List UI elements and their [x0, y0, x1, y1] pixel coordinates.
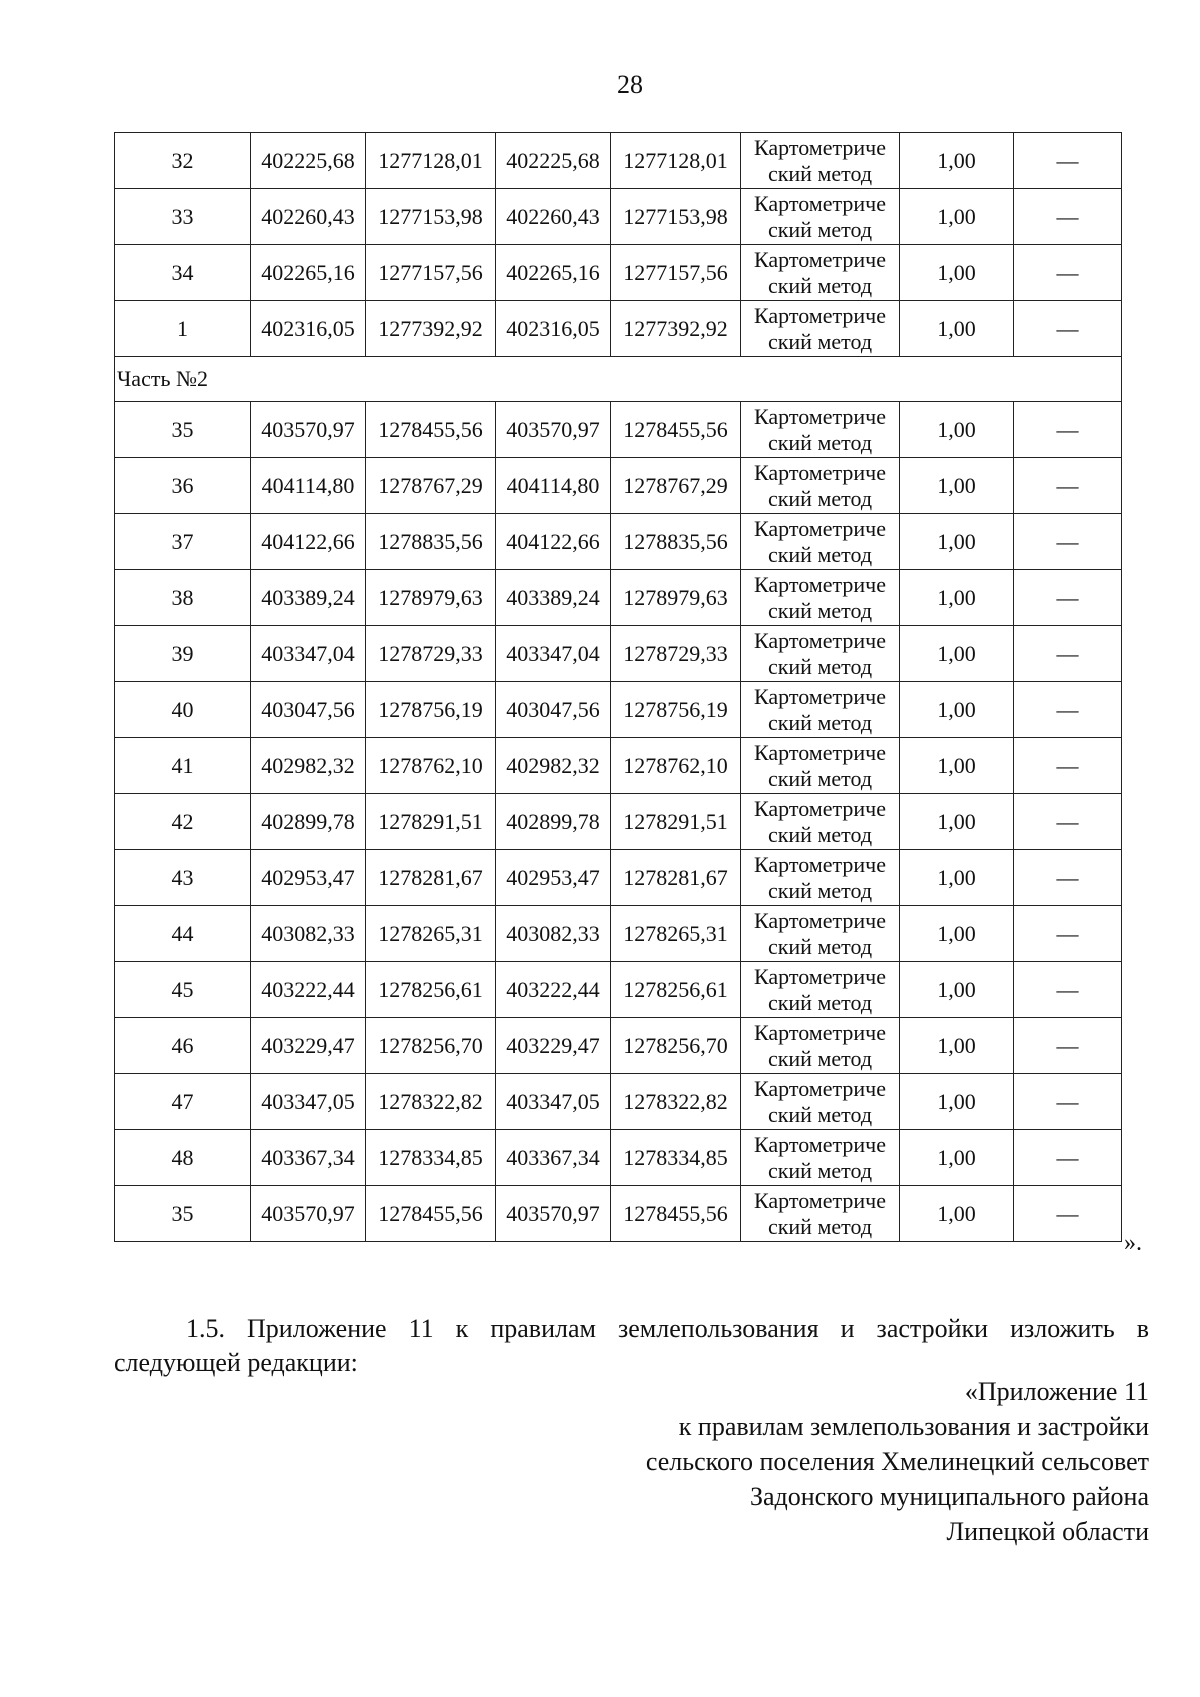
description-cell: —: [1014, 626, 1122, 682]
paragraph-line-1: 1.5. Приложение 11 к правилам землепользования и застройки изложить в: [186, 1314, 1149, 1343]
table-row: [115, 301, 1122, 357]
point-number-cell: 47: [115, 1074, 251, 1130]
method-line: ский метод: [767, 933, 873, 959]
method-cell: [741, 682, 900, 738]
page-number: 28: [617, 70, 643, 99]
method-line: Картометриче: [754, 246, 886, 272]
point-number-cell: 44: [115, 906, 251, 962]
description-cell: —: [1014, 570, 1122, 626]
description-cell: —: [1014, 133, 1122, 189]
method-line: ский метод: [767, 597, 873, 623]
y-existing-cell: 1278455,56: [366, 402, 496, 458]
description-cell: —: [1014, 245, 1122, 301]
y-existing-cell: 1278256,70: [366, 1018, 496, 1074]
x-existing-cell: 404122,66: [251, 514, 366, 570]
accuracy-cell: 1,00: [900, 133, 1014, 189]
amendment-paragraph: [114, 1312, 1149, 1380]
method-line: Картометриче: [754, 403, 886, 429]
appendix-header: [500, 1374, 1149, 1549]
point-number-cell: 43: [115, 850, 251, 906]
point-number-cell: 37: [115, 514, 251, 570]
y-new-cell: 1278767,29: [611, 458, 741, 514]
appendix-line: сельского поселения Хмелинецкий сельсовет: [645, 1447, 1149, 1476]
x-new-cell: 402260,43: [496, 189, 611, 245]
x-new-cell: 403570,97: [496, 402, 611, 458]
x-existing-cell: 403047,56: [251, 682, 366, 738]
method-cell: [741, 738, 900, 794]
point-number-cell: 42: [115, 794, 251, 850]
y-existing-cell: 1278762,10: [366, 738, 496, 794]
y-existing-cell: 1277392,92: [366, 301, 496, 357]
y-new-cell: 1278265,31: [611, 906, 741, 962]
x-existing-cell: 402265,16: [251, 245, 366, 301]
method-cell: [741, 189, 900, 245]
method-line: Картометриче: [754, 1019, 886, 1045]
accuracy-cell: 1,00: [900, 570, 1014, 626]
method-line: Картометриче: [754, 795, 886, 821]
accuracy-cell: 1,00: [900, 458, 1014, 514]
method-line: ский метод: [767, 541, 873, 567]
method-cell: [741, 514, 900, 570]
y-new-cell: 1278334,85: [611, 1130, 741, 1186]
y-existing-cell: 1278455,56: [366, 1186, 496, 1242]
y-existing-cell: 1278334,85: [366, 1130, 496, 1186]
point-number-cell: 38: [115, 570, 251, 626]
x-new-cell: 403389,24: [496, 570, 611, 626]
point-number-cell: 34: [115, 245, 251, 301]
table-row: [115, 1018, 1122, 1074]
x-existing-cell: 402316,05: [251, 301, 366, 357]
description-cell: —: [1014, 402, 1122, 458]
table-row: [115, 570, 1122, 626]
point-number-cell: 41: [115, 738, 251, 794]
x-existing-cell: 403389,24: [251, 570, 366, 626]
description-cell: —: [1014, 682, 1122, 738]
description-cell: —: [1014, 1074, 1122, 1130]
x-new-cell: 402265,16: [496, 245, 611, 301]
x-new-cell: 402953,47: [496, 850, 611, 906]
description-cell: —: [1014, 850, 1122, 906]
method-cell: [741, 301, 900, 357]
method-cell: [741, 794, 900, 850]
method-line: Картометриче: [754, 739, 886, 765]
method-line: Картометриче: [754, 302, 886, 328]
point-number-cell: 1: [115, 301, 251, 357]
section-row: [115, 357, 1122, 402]
x-new-cell: 403367,34: [496, 1130, 611, 1186]
y-existing-cell: 1278767,29: [366, 458, 496, 514]
table-row: [115, 402, 1122, 458]
y-new-cell: 1277392,92: [611, 301, 741, 357]
table-row: [115, 1074, 1122, 1130]
x-new-cell: 403047,56: [496, 682, 611, 738]
method-cell: [741, 1130, 900, 1186]
table-row: [115, 1130, 1122, 1186]
y-new-cell: 1278979,63: [611, 570, 741, 626]
appendix-line: Задонского муниципального района: [749, 1482, 1149, 1511]
table-body-part-2: [115, 402, 1122, 1242]
method-line: Картометриче: [754, 1187, 886, 1213]
accuracy-cell: 1,00: [900, 1130, 1014, 1186]
accuracy-cell: 1,00: [900, 850, 1014, 906]
x-existing-cell: 403570,97: [251, 1186, 366, 1242]
table-row: [115, 245, 1122, 301]
accuracy-cell: 1,00: [900, 1074, 1014, 1130]
method-cell: [741, 906, 900, 962]
point-number-cell: 40: [115, 682, 251, 738]
y-new-cell: 1278256,61: [611, 962, 741, 1018]
method-cell: [741, 402, 900, 458]
method-line: ский метод: [767, 328, 873, 354]
table-row: [115, 682, 1122, 738]
y-new-cell: 1278291,51: [611, 794, 741, 850]
method-line: Картометриче: [754, 963, 886, 989]
y-existing-cell: 1278322,82: [366, 1074, 496, 1130]
table-row: [115, 626, 1122, 682]
description-cell: —: [1014, 1130, 1122, 1186]
method-line: ский метод: [767, 989, 873, 1015]
point-number-cell: 35: [115, 402, 251, 458]
point-number-cell: 48: [115, 1130, 251, 1186]
x-existing-cell: 403229,47: [251, 1018, 366, 1074]
method-line: Картометриче: [754, 907, 886, 933]
x-existing-cell: 403222,44: [251, 962, 366, 1018]
method-line: ский метод: [767, 709, 873, 735]
method-line: ский метод: [767, 877, 873, 903]
description-cell: —: [1014, 738, 1122, 794]
method-line: Картометриче: [754, 134, 886, 160]
y-new-cell: 1277128,01: [611, 133, 741, 189]
method-line: ский метод: [767, 1045, 873, 1071]
x-existing-cell: 402982,32: [251, 738, 366, 794]
description-cell: —: [1014, 962, 1122, 1018]
x-new-cell: 402316,05: [496, 301, 611, 357]
description-cell: —: [1014, 906, 1122, 962]
method-cell: [741, 1018, 900, 1074]
accuracy-cell: 1,00: [900, 626, 1014, 682]
y-existing-cell: 1277153,98: [366, 189, 496, 245]
table-row: [115, 906, 1122, 962]
method-line: ский метод: [767, 765, 873, 791]
x-new-cell: 403570,97: [496, 1186, 611, 1242]
y-new-cell: 1278281,67: [611, 850, 741, 906]
coordinates-table: [114, 132, 1122, 1242]
y-existing-cell: 1278291,51: [366, 794, 496, 850]
method-line: ский метод: [767, 429, 873, 455]
y-existing-cell: 1278281,67: [366, 850, 496, 906]
method-line: ский метод: [767, 160, 873, 186]
table-section: [115, 357, 1122, 402]
method-line: Картометриче: [754, 190, 886, 216]
y-new-cell: 1278835,56: [611, 514, 741, 570]
table-row: [115, 962, 1122, 1018]
method-line: ский метод: [767, 1101, 873, 1127]
accuracy-cell: 1,00: [900, 189, 1014, 245]
method-cell: [741, 570, 900, 626]
y-existing-cell: 1278265,31: [366, 906, 496, 962]
method-line: ский метод: [767, 485, 873, 511]
method-line: ский метод: [767, 272, 873, 298]
x-existing-cell: 403570,97: [251, 402, 366, 458]
table-body-part-1: [115, 133, 1122, 357]
y-new-cell: 1278455,56: [611, 1186, 741, 1242]
y-new-cell: 1278455,56: [611, 402, 741, 458]
method-cell: [741, 245, 900, 301]
accuracy-cell: 1,00: [900, 402, 1014, 458]
table-row: [115, 458, 1122, 514]
accuracy-cell: 1,00: [900, 682, 1014, 738]
x-new-cell: 402899,78: [496, 794, 611, 850]
table-row: [115, 514, 1122, 570]
table-row: [115, 794, 1122, 850]
x-new-cell: 403229,47: [496, 1018, 611, 1074]
x-new-cell: 403347,05: [496, 1074, 611, 1130]
x-existing-cell: 402899,78: [251, 794, 366, 850]
accuracy-cell: 1,00: [900, 301, 1014, 357]
method-line: Картометриче: [754, 459, 886, 485]
table-row: [115, 850, 1122, 906]
x-new-cell: 403082,33: [496, 906, 611, 962]
description-cell: —: [1014, 301, 1122, 357]
y-existing-cell: 1277157,56: [366, 245, 496, 301]
description-cell: —: [1014, 1018, 1122, 1074]
y-existing-cell: 1278979,63: [366, 570, 496, 626]
accuracy-cell: 1,00: [900, 906, 1014, 962]
description-cell: —: [1014, 514, 1122, 570]
method-line: Картометриче: [754, 571, 886, 597]
method-line: Картометриче: [754, 515, 886, 541]
closing-quote: ».: [1124, 1230, 1142, 1256]
method-cell: [741, 133, 900, 189]
point-number-cell: 35: [115, 1186, 251, 1242]
appendix-line: «Приложение 11: [964, 1377, 1149, 1406]
description-cell: —: [1014, 1186, 1122, 1242]
accuracy-cell: 1,00: [900, 1018, 1014, 1074]
table-row: [115, 189, 1122, 245]
description-cell: —: [1014, 458, 1122, 514]
method-line: ский метод: [767, 821, 873, 847]
method-cell: [741, 1186, 900, 1242]
point-number-cell: 36: [115, 458, 251, 514]
y-new-cell: 1278256,70: [611, 1018, 741, 1074]
y-new-cell: 1278762,10: [611, 738, 741, 794]
method-line: Картометриче: [754, 1131, 886, 1157]
method-cell: [741, 458, 900, 514]
accuracy-cell: 1,00: [900, 245, 1014, 301]
description-cell: —: [1014, 189, 1122, 245]
y-new-cell: 1278322,82: [611, 1074, 741, 1130]
point-number-cell: 45: [115, 962, 251, 1018]
description-cell: —: [1014, 794, 1122, 850]
table-row: [115, 1186, 1122, 1242]
method-line: Картометриче: [754, 1075, 886, 1101]
x-new-cell: 404114,80: [496, 458, 611, 514]
y-new-cell: 1278756,19: [611, 682, 741, 738]
appendix-line: Липецкой области: [946, 1517, 1149, 1546]
table-row: [115, 133, 1122, 189]
y-existing-cell: 1278756,19: [366, 682, 496, 738]
method-line: ский метод: [767, 1213, 873, 1239]
method-line: ский метод: [767, 653, 873, 679]
y-existing-cell: 1278729,33: [366, 626, 496, 682]
x-existing-cell: 402260,43: [251, 189, 366, 245]
point-number-cell: 33: [115, 189, 251, 245]
x-existing-cell: 403082,33: [251, 906, 366, 962]
x-new-cell: 402982,32: [496, 738, 611, 794]
point-number-cell: 39: [115, 626, 251, 682]
y-existing-cell: 1278256,61: [366, 962, 496, 1018]
x-new-cell: 403222,44: [496, 962, 611, 1018]
paragraph-line-2: следующей редакции:: [114, 1348, 358, 1377]
accuracy-cell: 1,00: [900, 1186, 1014, 1242]
y-existing-cell: 1277128,01: [366, 133, 496, 189]
table-row: [115, 738, 1122, 794]
x-existing-cell: 403347,04: [251, 626, 366, 682]
method-line: ский метод: [767, 1157, 873, 1183]
y-new-cell: 1277157,56: [611, 245, 741, 301]
point-number-cell: 46: [115, 1018, 251, 1074]
method-cell: [741, 1074, 900, 1130]
method-line: ский метод: [767, 216, 873, 242]
x-new-cell: 404122,66: [496, 514, 611, 570]
method-cell: [741, 626, 900, 682]
method-line: Картометриче: [754, 851, 886, 877]
accuracy-cell: 1,00: [900, 962, 1014, 1018]
accuracy-cell: 1,00: [900, 738, 1014, 794]
point-number-cell: 32: [115, 133, 251, 189]
x-existing-cell: 403347,05: [251, 1074, 366, 1130]
section-label: Часть №2: [115, 357, 1122, 402]
accuracy-cell: 1,00: [900, 514, 1014, 570]
method-line: Картометриче: [754, 627, 886, 653]
y-new-cell: 1278729,33: [611, 626, 741, 682]
x-existing-cell: 402953,47: [251, 850, 366, 906]
method-cell: [741, 850, 900, 906]
x-existing-cell: 403367,34: [251, 1130, 366, 1186]
appendix-line: к правилам землепользования и застройки: [678, 1412, 1149, 1441]
y-existing-cell: 1278835,56: [366, 514, 496, 570]
method-cell: [741, 962, 900, 1018]
x-existing-cell: 402225,68: [251, 133, 366, 189]
x-new-cell: 402225,68: [496, 133, 611, 189]
x-existing-cell: 404114,80: [251, 458, 366, 514]
x-new-cell: 403347,04: [496, 626, 611, 682]
method-line: Картометриче: [754, 683, 886, 709]
y-new-cell: 1277153,98: [611, 189, 741, 245]
accuracy-cell: 1,00: [900, 794, 1014, 850]
